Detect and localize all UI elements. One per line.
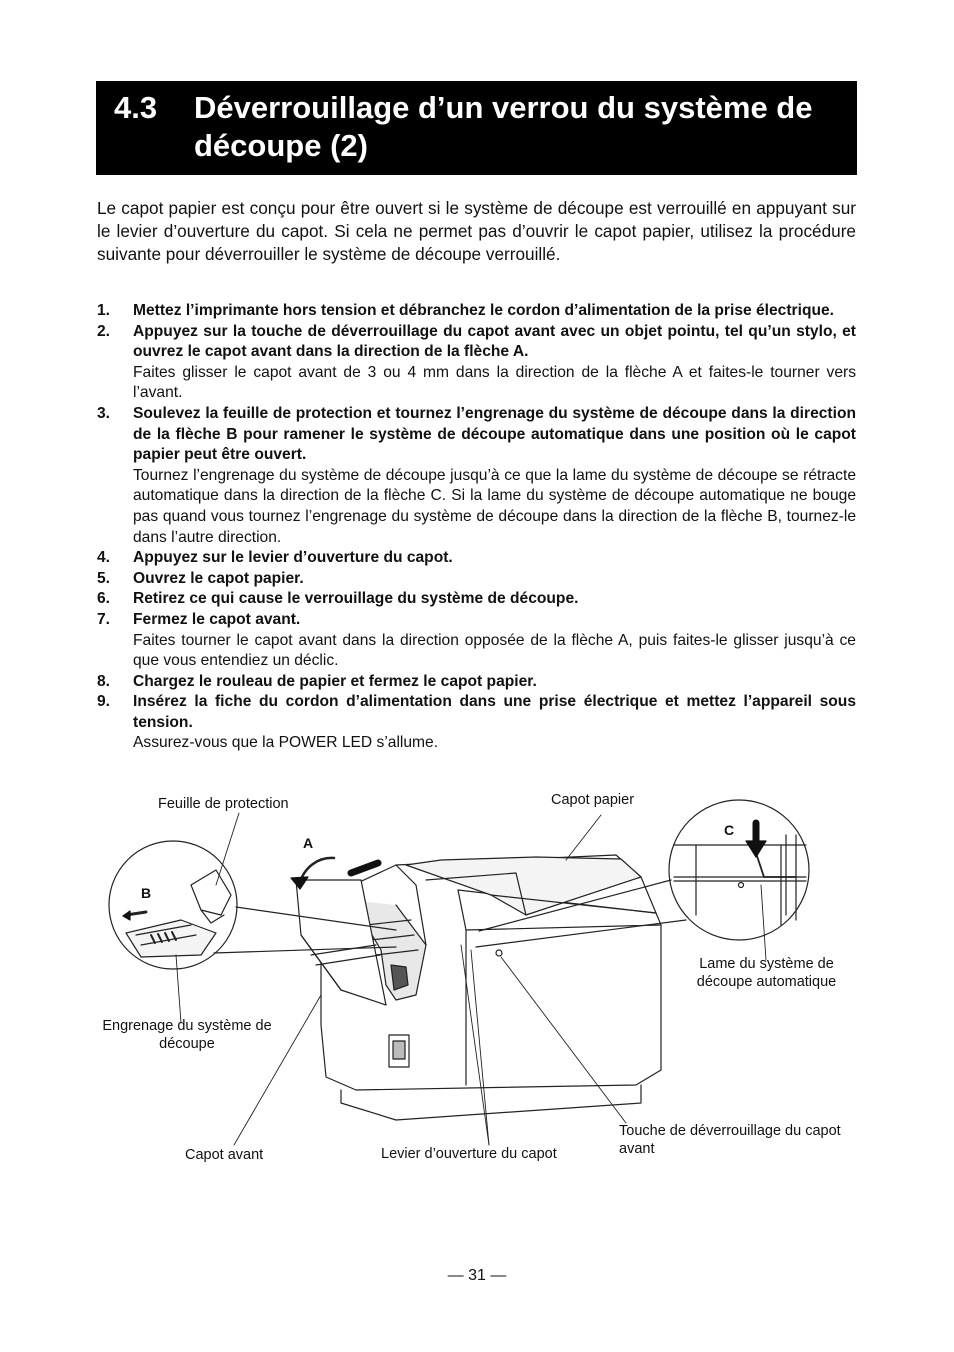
step-item bbox=[97, 692, 856, 754]
step-instruction: Appuyez sur la touche de déverrouillage du capot avant avec un objet pointu, tel qu’un stylo, et ouvrez le capot avant dans la direction de la flèche A. bbox=[133, 322, 856, 361]
label-cover-lever: Levier d’ouverture du capot bbox=[381, 1146, 557, 1162]
arrow-c-label: C bbox=[724, 822, 735, 838]
step-number: 2. bbox=[97, 322, 111, 340]
arrow-a-label: A bbox=[303, 835, 314, 851]
step-instruction: Insérez la fiche du cordon d’alimentation dans une prise électrique et mettez l’appareil sous tension. bbox=[133, 693, 856, 731]
label-release-button: Touche de déverrouillage du capot avant bbox=[619, 1123, 841, 1157]
step-instruction: Mettez l’imprimante hors tension et débranchez le cordon d’alimentation de la prise électrique. bbox=[133, 302, 835, 319]
step-number: 8. bbox=[97, 672, 111, 690]
step-instruction: Soulevez la feuille de protection et tournez l’engrenage du système de découpe dans la direction de la flèche B pour ramener le système de découpe automatique dans une position où le capot papier peut être ouvert. bbox=[133, 404, 856, 464]
step-item bbox=[97, 301, 856, 322]
step-number: 1. bbox=[97, 302, 111, 319]
step-number: 9. bbox=[97, 693, 111, 711]
step-detail: Assurez-vous que la POWER LED s’allume. bbox=[133, 734, 439, 752]
step-instruction: Appuyez sur le levier d’ouverture du capot. bbox=[133, 549, 453, 567]
step-detail: Faites glisser le capot avant de 3 ou 4 mm dans la direction de la flèche A et faites-le tourner vers l’avant. bbox=[133, 363, 856, 402]
step-instruction: Fermez le capot avant. bbox=[133, 610, 301, 628]
step-item bbox=[97, 589, 856, 610]
step-instruction: Ouvrez le capot papier. bbox=[133, 569, 304, 587]
step-number: 5. bbox=[97, 569, 111, 587]
step-item bbox=[97, 322, 856, 404]
page-number: — 31 — bbox=[447, 1267, 507, 1284]
label-paper-cover: Capot papier bbox=[551, 792, 635, 808]
step-item bbox=[97, 672, 856, 693]
step-number: 6. bbox=[97, 590, 111, 608]
printer-illustration bbox=[96, 785, 856, 1175]
label-cutter-blade: Lame du système de découpe automatique bbox=[696, 956, 837, 990]
arrow-b-label: B bbox=[141, 885, 152, 901]
label-front-cover: Capot avant bbox=[185, 1147, 264, 1163]
step-item bbox=[97, 610, 856, 672]
section-number: 4.3 bbox=[114, 90, 158, 125]
step-number: 3. bbox=[97, 404, 111, 422]
label-cutter-gear: Engrenage du système de découpe bbox=[102, 1018, 272, 1052]
intro-paragraph: Le capot papier est conçu pour être ouvert si le système de découpe est verrouillé en appuyant sur le levier d’ouverture du capot. Si cela ne permet pas d’ouvrir le capot papier, utilisez la procédure suivante pour déverrouiller le système de découpe verrouillé. bbox=[97, 198, 856, 264]
step-item bbox=[97, 548, 856, 569]
step-detail: Tournez l’engrenage du système de découpe jusqu’à ce que la lame du système de découpe se rétracte automatique dans la direction de la flèche C. Si la lame du système de découpe automatique ne bouge pas quand vous tournez l’engrenage du système de découpe dans la direction de la flèche B, tournez-le dans l’autre direction. bbox=[133, 466, 856, 546]
step-instruction: Chargez le rouleau de papier et fermez le capot papier. bbox=[133, 672, 537, 690]
section-header bbox=[96, 81, 857, 175]
section-title: Déverrouillage d’un verrou du système de découpe (2) bbox=[194, 90, 813, 163]
step-detail: Faites tourner le capot avant dans la direction opposée de la flèche A, puis faites-le glisser jusqu’à ce que vous entendiez un déclic. bbox=[133, 631, 856, 670]
step-item bbox=[97, 404, 856, 548]
step-instruction: Retirez ce qui cause le verrouillage du système de découpe. bbox=[133, 590, 579, 608]
step-item bbox=[97, 569, 856, 590]
step-number: 7. bbox=[97, 610, 111, 628]
procedure-steps bbox=[97, 301, 856, 754]
step-number: 4. bbox=[97, 549, 111, 567]
label-protection-sheet: Feuille de protection bbox=[158, 796, 289, 812]
